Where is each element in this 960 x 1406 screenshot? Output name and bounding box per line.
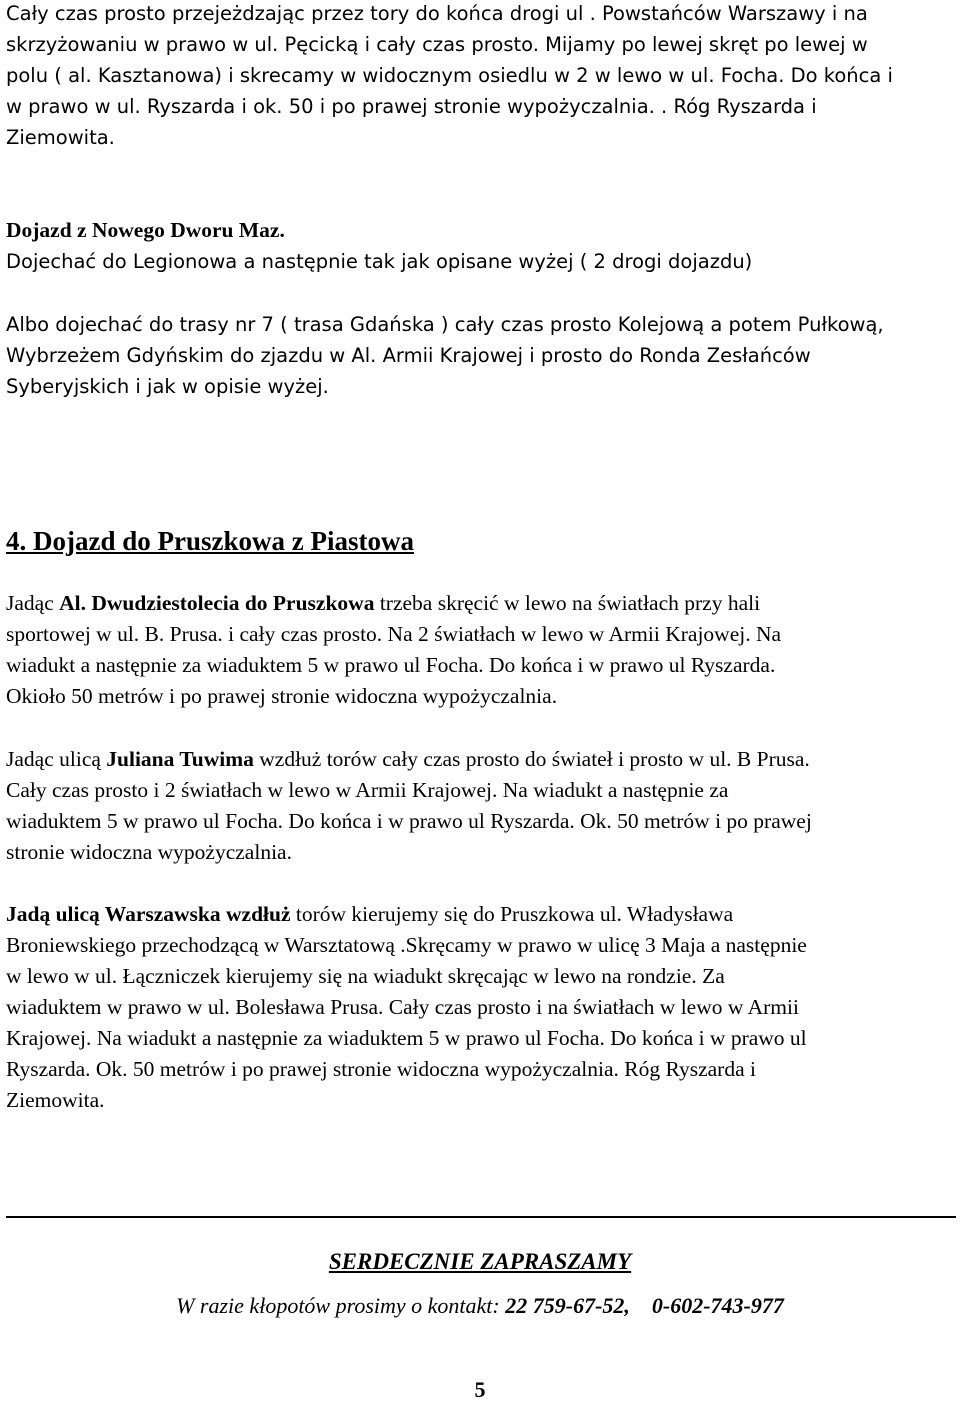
section4-paragraph-2 bbox=[6, 744, 954, 868]
paragraph-line bbox=[6, 588, 954, 619]
footer-divider bbox=[6, 1216, 956, 1218]
paragraph-line: Cały czas prosto i 2 światłach w lewo w Armii Krajowej. Na wiadukt a następnie za bbox=[6, 778, 729, 802]
paragraph-line: Ziemowita. bbox=[6, 1088, 105, 1112]
intro-line: skrzyżowaniu w prawo w ul. Pęcicką i cały czas prosto. Mijamy po lewej skręt po lewej w bbox=[6, 33, 868, 56]
text-run: trzeba skręcić w lewo na światłach przy hali bbox=[374, 591, 761, 615]
section4-paragraph-1 bbox=[6, 588, 954, 712]
text-run: Jadąc ulicą bbox=[6, 747, 107, 771]
invitation-text: SERDECZNIE ZAPRASZAMY bbox=[328, 1249, 632, 1274]
paragraph-line: wiadukt a następnie za wiaduktem 5 w prawo ul Focha. Do końca i w prawo ul Ryszarda. bbox=[6, 653, 776, 677]
street-name: Jadą ulicą Warszawska wzdłuż bbox=[6, 902, 291, 926]
text-run: Jadąc bbox=[6, 591, 60, 615]
document-page bbox=[6, 0, 954, 1402]
intro-line: Ziemowita. bbox=[6, 126, 115, 149]
section-heading: 4. Dojazd do Pruszkowa z Piastowa bbox=[6, 526, 414, 556]
paragraph-line: w lewo w ul. Łączniczek kierujemy się na wiadukt skręcając w lewo na rondzie. Za bbox=[6, 964, 725, 988]
paragraph-line: Broniewskiego przechodzącą w Warsztatową .Skręcamy w prawo w ulicę 3 Maja a następnie bbox=[6, 933, 807, 957]
intro-line: w prawo w ul. Ryszarda i ok. 50 i po prawej stronie wypożyczalnia. . Róg Ryszarda i bbox=[6, 95, 817, 118]
paragraph-line: Wybrzeżem Gdyńskim do zjazdu w Al. Armii Krajowej i prosto do Ronda Zesłańców bbox=[6, 344, 811, 367]
nowy-dwor-line-text: Dojechać do Legionowa a następnie tak jak opisane wyżej ( 2 drogi dojazdu) bbox=[6, 250, 753, 273]
paragraph-line: wiaduktem 5 w prawo ul Focha. Do końca i w prawo ul Ryszarda. Ok. 50 metrów i po prawej bbox=[6, 809, 812, 833]
nowy-dwor-title bbox=[6, 215, 954, 246]
page-number: 5 bbox=[474, 1377, 486, 1402]
paragraph-line: Okioło 50 metrów i po prawej stronie widoczna wypożyczalnia. bbox=[6, 684, 558, 708]
paragraph-line bbox=[6, 899, 954, 930]
intro-paragraph bbox=[6, 0, 954, 153]
street-name: Al. Dwudziestolecia do Pruszkowa bbox=[59, 591, 375, 615]
intro-line: Cały czas prosto przejeżdzając przez tory do końca drogi ul . Powstańców Warszawy i na bbox=[6, 2, 868, 25]
nowy-dwor-line bbox=[6, 246, 954, 277]
phone-number: 22 759-67-52, bbox=[505, 1293, 630, 1318]
text-run: torów kierujemy się do Pruszkowa ul. Władysława bbox=[290, 902, 734, 926]
street-name: Juliana Tuwima bbox=[106, 747, 254, 771]
nowy-dwor-paragraph-2 bbox=[6, 309, 954, 402]
paragraph-line bbox=[6, 744, 954, 775]
contact-label: W razie kłopotów prosimy o kontakt: bbox=[176, 1293, 506, 1318]
paragraph-line: wiaduktem w prawo w ul. Bolesława Prusa. Cały czas prosto i na światłach w lewo w Armii bbox=[6, 995, 799, 1019]
paragraph-line: Syberyjskich i jak w opisie wyżej. bbox=[6, 375, 329, 398]
section4-paragraph-3 bbox=[6, 899, 954, 1116]
paragraph-line: Krajowej. Na wiadukt a następnie za wiaduktem 5 w prawo ul Focha. Do końca i w prawo ul bbox=[6, 1026, 807, 1050]
paragraph-line: Albo dojechać do trasy nr 7 ( trasa Gdańska ) cały czas prosto Kolejową a potem Pułkową, bbox=[6, 313, 884, 336]
phone-number: 0-602-743-977 bbox=[651, 1293, 784, 1318]
nowy-dwor-title-text: Dojazd z Nowego Dworu Maz. bbox=[6, 218, 285, 242]
paragraph-line: stronie widoczna wypożyczalnia. bbox=[6, 840, 292, 864]
paragraph-line: sportowej w ul. B. Prusa. i cały czas prosto. Na 2 światłach w lewo w Armii Krajowej. Na bbox=[6, 622, 782, 646]
text-run: wzdłuż torów cały czas prosto do świateł i prosto w ul. B Prusa. bbox=[253, 747, 810, 771]
intro-line: polu ( al. Kasztanowa) i skrecamy w widocznym osiedlu w 2 w lewo w ul. Focha. Do końca i bbox=[6, 64, 893, 87]
contact-line bbox=[6, 1290, 954, 1322]
paragraph-line: Ryszarda. Ok. 50 metrów i po prawej stronie widoczna wypożyczalnia. Róg Ryszarda i bbox=[6, 1057, 756, 1081]
